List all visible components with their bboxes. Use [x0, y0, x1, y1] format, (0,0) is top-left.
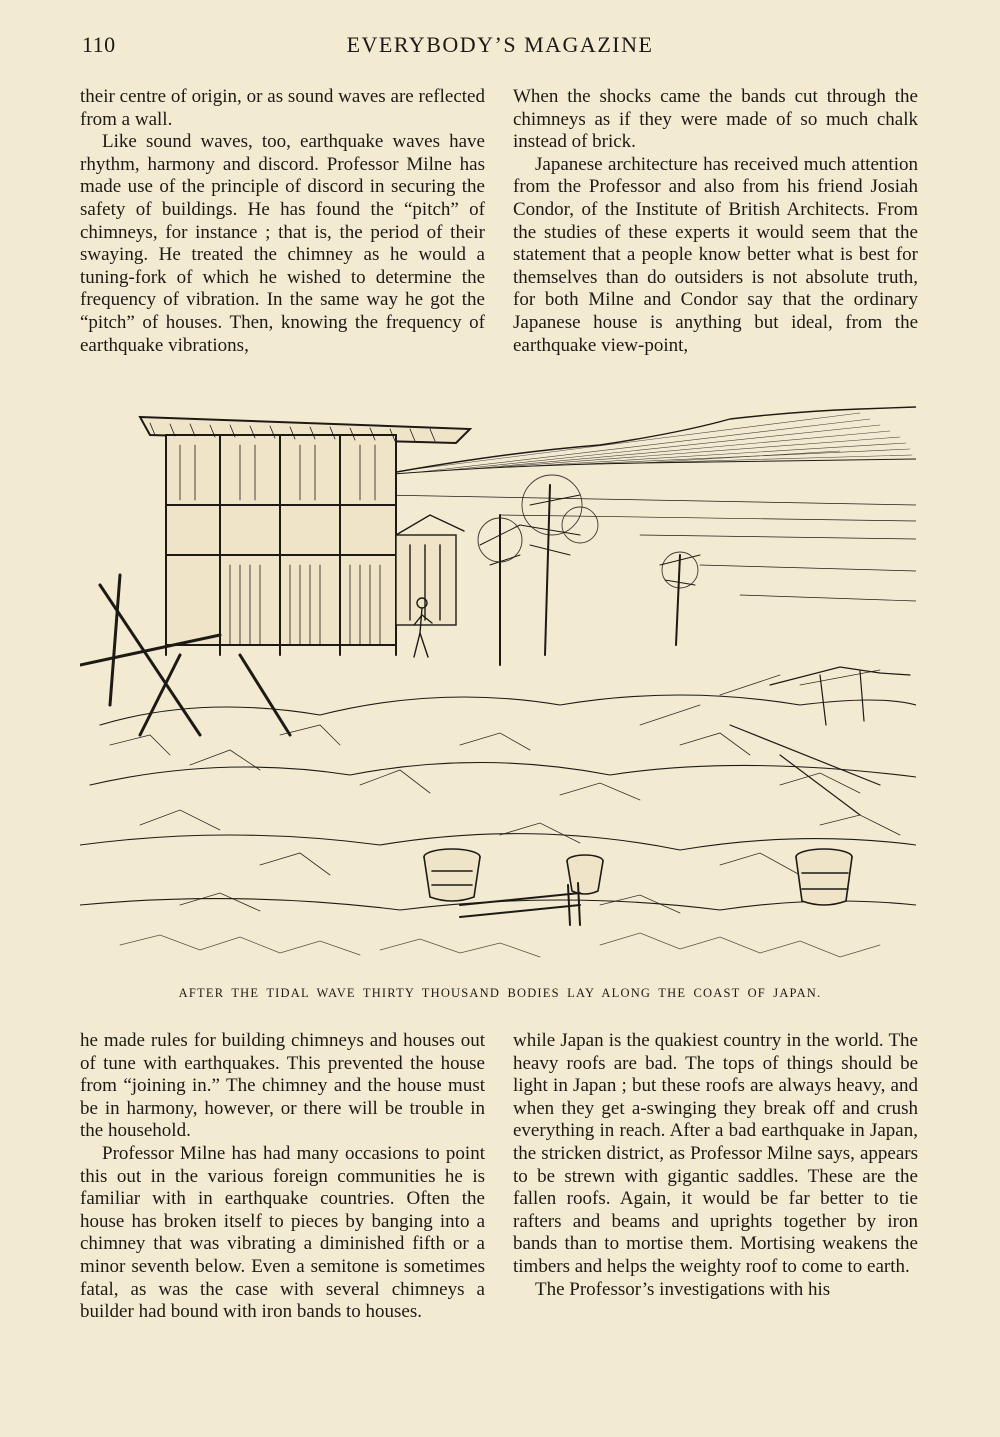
paragraph: their centre of origin, or as sound waves are reflected from a wall. — [80, 86, 485, 130]
paragraph: while Japan is the quakiest country in the world. The heavy roofs are bad. The tops of things should be light in Japan ; but these roofs are always heavy, and when they get a-swinging they break off and crush everything in reach. After a bad earthquake in Japan, the stricken district, as Professor Milne says, appears to be strewn with gigantic saddles. These are the fallen roofs. Again, it would be far better to tie rafters and beams and uprights together by iron bands than to mortise them. Mortising weakens the timbers and helps the weighty roof to come to earth. — [513, 1030, 918, 1277]
tidal-wave-illustration — [80, 405, 916, 977]
column-top-right — [513, 86, 918, 357]
column-bottom-left — [80, 1030, 485, 1324]
paragraph: Professor Milne has had many occasions to point this out in the various foreign communities he is familiar with in earthquake countries. Often the house has broken itself to pieces by banging into a chimney that was vibrating a diminished fifth or a minor seventh below. Even a semitone is sometimes fatal, as was the case with several chimneys a builder had bound with iron bands to houses. — [80, 1142, 485, 1323]
page-number: 110 — [82, 32, 116, 57]
running-title: EVERYBODY’S MAGAZINE — [346, 32, 654, 57]
page-header — [0, 30, 1000, 66]
paragraph: Like sound waves, too, earthquake waves have rhythm, harmony and discord. Professor Milne has made use of the principle of discord in securing the safety of buildings. He has found the “pitch” of chimneys, for instance ; that is, the period of their swaying. He treated the chimney as he would a tuning-fork of which he wished to determine the frequency of vibration. In the same way he got the “pitch” of houses. Then, knowing the frequency of earthquake vibrations, — [80, 131, 485, 356]
paragraph: he made rules for building chimneys and houses out of tune with earthquakes. This prevented the house from “joining in.” The chimney and the house must be in harmony, however, or there will be trouble in the household. — [80, 1030, 485, 1142]
paragraph: When the shocks came the bands cut through the chimneys as if they were made of so much chalk instead of brick. — [513, 86, 918, 153]
paragraph: The Professor’s investigations with his — [535, 1278, 831, 1300]
illustration-caption: AFTER THE TIDAL WAVE THIRTY THOUSAND BODIES LAY ALONG THE COAST OF JAPAN. — [178, 986, 822, 1000]
column-top-left — [80, 86, 485, 357]
column-bottom-right — [513, 1030, 918, 1301]
paragraph: Japanese architecture has received much attention from the Professor and also from his friend Josiah Condor, of the Institute of British Architects. From the studies of these experts it would seem that the statement that a people know better what is best for themselves than do outsiders is not absolute truth, for both Milne and Condor say that the ordinary Japanese house is anything but ideal, from the earthquake view-point, — [513, 153, 918, 356]
